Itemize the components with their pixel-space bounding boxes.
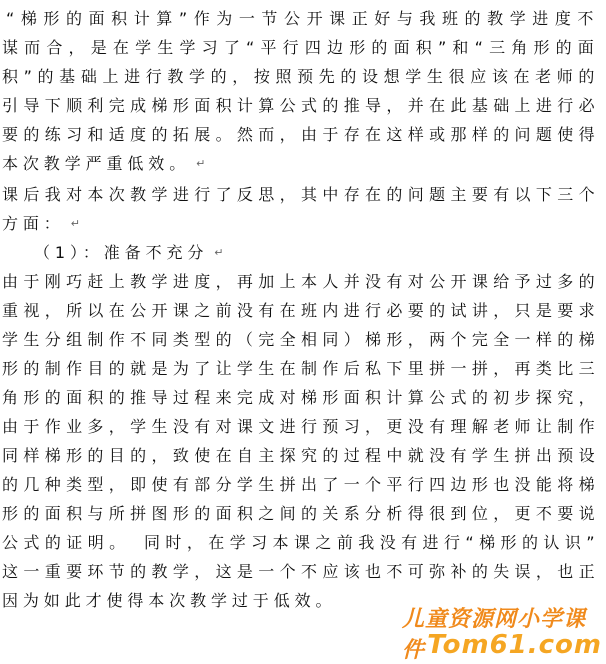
watermark-domain: Tom61.com bbox=[427, 630, 602, 660]
text-line bbox=[2, 557, 600, 587]
line-text: “梯形的面积计算”作为一节公开课正好与我班的教学进度不 bbox=[6, 9, 600, 28]
text-line bbox=[6, 4, 600, 34]
line-text: 本次教学严重低效。 bbox=[2, 154, 191, 173]
line-text: 由于刚巧赶上教学进度，再加上本人并没有对公开课给予过多的 bbox=[2, 272, 600, 291]
paragraph-mark-icon: ↵ bbox=[214, 246, 224, 259]
line-text: 重视，所以在公开课之前没有在班内进行必要的试讲，只是要求 bbox=[2, 301, 600, 320]
line-text: 的几种类型，即使有部分学生拼出了一个平行四边形也没能将梯 bbox=[2, 475, 600, 494]
line-text: 要的练习和适度的拓展。然而，由于存在这样或那样的问题使得 bbox=[2, 125, 600, 144]
paragraph-mark-icon: ↵ bbox=[196, 157, 206, 170]
line-text: 方面： bbox=[2, 214, 65, 233]
text-line bbox=[2, 325, 600, 355]
watermark-site-name: 儿童资源网小学课件 bbox=[402, 606, 587, 663]
watermark-logo bbox=[402, 602, 602, 663]
text-line bbox=[2, 412, 600, 442]
text-line bbox=[2, 354, 600, 384]
text-line bbox=[2, 528, 600, 558]
line-text: 谋而合，是在学生学习了“平行四边形的面积”和“三角形的面 bbox=[2, 38, 600, 57]
line-text: 由于作业多，学生没有对课文进行预习，更没有理解老师让制作 bbox=[2, 417, 600, 436]
text-line bbox=[2, 383, 600, 413]
line-text: 积”的基础上进行教学的，按照预先的设想学生很应该在老师的 bbox=[2, 67, 600, 86]
line-text: 这一重要环节的教学，这是一个不应该也不可弥补的失误，也正 bbox=[2, 562, 600, 581]
line-text: 课后我对本次教学进行了反思，其中存在的问题主要有以下三个 bbox=[2, 185, 600, 204]
text-line bbox=[2, 586, 336, 616]
line-text: 形的面积与所拼图形的面积之间的关系分析得很到位，更不要说 bbox=[2, 504, 600, 523]
line-text: 学生分组制作不同类型的（完全相同）梯形，两个完全一样的梯 bbox=[2, 330, 600, 349]
text-line bbox=[2, 267, 600, 297]
text-line bbox=[2, 120, 600, 150]
text-line bbox=[2, 441, 600, 471]
text-line bbox=[2, 91, 600, 121]
text-line bbox=[2, 499, 600, 529]
line-text: 角形的面积的推导过程来完成对梯形面积计算公式的初步探究， bbox=[2, 388, 600, 407]
text-line bbox=[2, 209, 80, 239]
text-line bbox=[2, 33, 600, 63]
line-text: （1）：准备不充分 bbox=[34, 243, 209, 262]
text-line bbox=[2, 180, 600, 210]
line-text: 因为如此才使得本次教学过于低效。 bbox=[2, 591, 337, 610]
text-line bbox=[34, 238, 224, 268]
line-text: 引导下顺利完成梯形面积计算公式的推导，并在此基础上进行必 bbox=[2, 96, 600, 115]
line-text: 形的制作目的就是为了让学生在制作后私下里拼一拼，再类比三 bbox=[2, 359, 600, 378]
paragraph-mark-icon: ↵ bbox=[70, 217, 80, 230]
line-text: 公式的证明。 同时，在学习本课之前我没有进行“梯形的认识” bbox=[2, 533, 600, 552]
text-line bbox=[2, 149, 205, 179]
line-text: 同样梯形的目的，致使在自主探究的过程中就没有学生拼出预设 bbox=[2, 446, 600, 465]
text-line bbox=[2, 62, 600, 92]
text-line bbox=[2, 296, 600, 326]
text-line bbox=[2, 470, 600, 500]
